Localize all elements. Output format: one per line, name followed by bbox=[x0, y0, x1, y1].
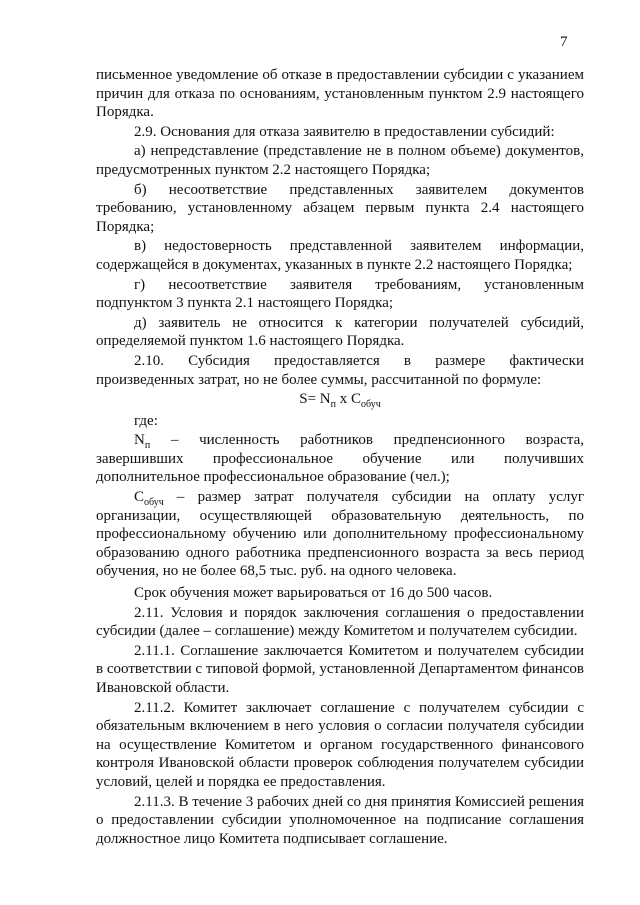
list-item-g: г) несоответствие заявителя требованиям, установленным подпунктом 3 пункта 2.1 настоящего Порядка; bbox=[96, 276, 584, 312]
subsidy-formula: $S= N_п$ x $C_{обуч}$ bbox=[299, 391, 381, 411]
where-label: где: bbox=[134, 412, 158, 429]
paragraph-duration: Срок обучения может варьироваться от 16 до 500 часов. bbox=[134, 585, 493, 602]
list-item-d: д) заявитель не относится к категории получателей субсидий, определяемой пунктом 1.6 настоящего Порядка. bbox=[96, 314, 584, 350]
paragraph-refusal-notice: письменное уведомление об отказе в предоставлении субсидии с указанием причин для отказа по основаниям, установленным пунктом 2.9 настоящего Порядка. bbox=[96, 67, 584, 121]
paragraph-2-11-3: 2.11.3. В течение 3 рабочих дней со дня принятия Комиссией решения о предоставлении субсидии уполномоченное на подписание соглашения должностное лицо Комитета подписывает соглашение. bbox=[96, 793, 584, 847]
paragraph-2-9: 2.9. Основания для отказа заявителю в предоставлении субсидий: bbox=[134, 123, 555, 140]
definition-n: $N_п$ – численность работников предпенсионного возраста, завершивших профессиональное обучение или получивших дополнительное профессиональное образование (чел.); bbox=[96, 432, 584, 486]
definition-c: $C_{обуч}$ – размер затрат получателя субсидии на оплату услуг организации, осуществляющей образовательную деятельность, по профессиональному обучению или дополнительному профессиональному образованию одного работника предпенсионного возраста за весь период обучения, но не более 68,5 тыс. руб. на одного человека. bbox=[96, 489, 584, 580]
list-item-v: в) недостоверность представленной заявителем информации, содержащейся в документах, указанных в пункте 2.2 настоящего Порядка; bbox=[96, 238, 584, 273]
list-item-b: б) несоответствие представленных заявителем документов требованию, установленному абзацем первым пункта 2.4 настоящего Порядка; bbox=[96, 181, 584, 235]
paragraph-2-10: 2.10. Субсидия предоставляется в размере фактически произведенных затрат, но не более суммы, рассчитанной по формуле: bbox=[96, 352, 584, 388]
paragraph-2-11-2: 2.11.2. Комитет заключает соглашение с получателем субсидии с обязательным включением в него условия о согласии получателя субсидии на осуществление Комитетом и органом государственного финансового контроля Ивановской области проверок соблюдения получателем субсидии условий, целей и порядка ее предоставления. bbox=[96, 699, 584, 790]
list-item-a: а) непредставление (представление не в полном объеме) документов, предусмотренных пунктом 2.2 настоящего Порядка; bbox=[96, 143, 584, 178]
paragraph-2-11-1: 2.11.1. Соглашение заключается Комитетом и получателем субсидии в соответствии с типовой формой, установленной Департаментом финансов Ивановской области. bbox=[96, 642, 584, 696]
page-number: 7 bbox=[560, 34, 568, 50]
document-body bbox=[96, 66, 584, 849]
paragraph-2-11: 2.11. Условия и порядок заключения соглашения о предоставлении субсидии (далее – соглашение) между Комитетом и получателем субсидии. bbox=[96, 604, 584, 640]
